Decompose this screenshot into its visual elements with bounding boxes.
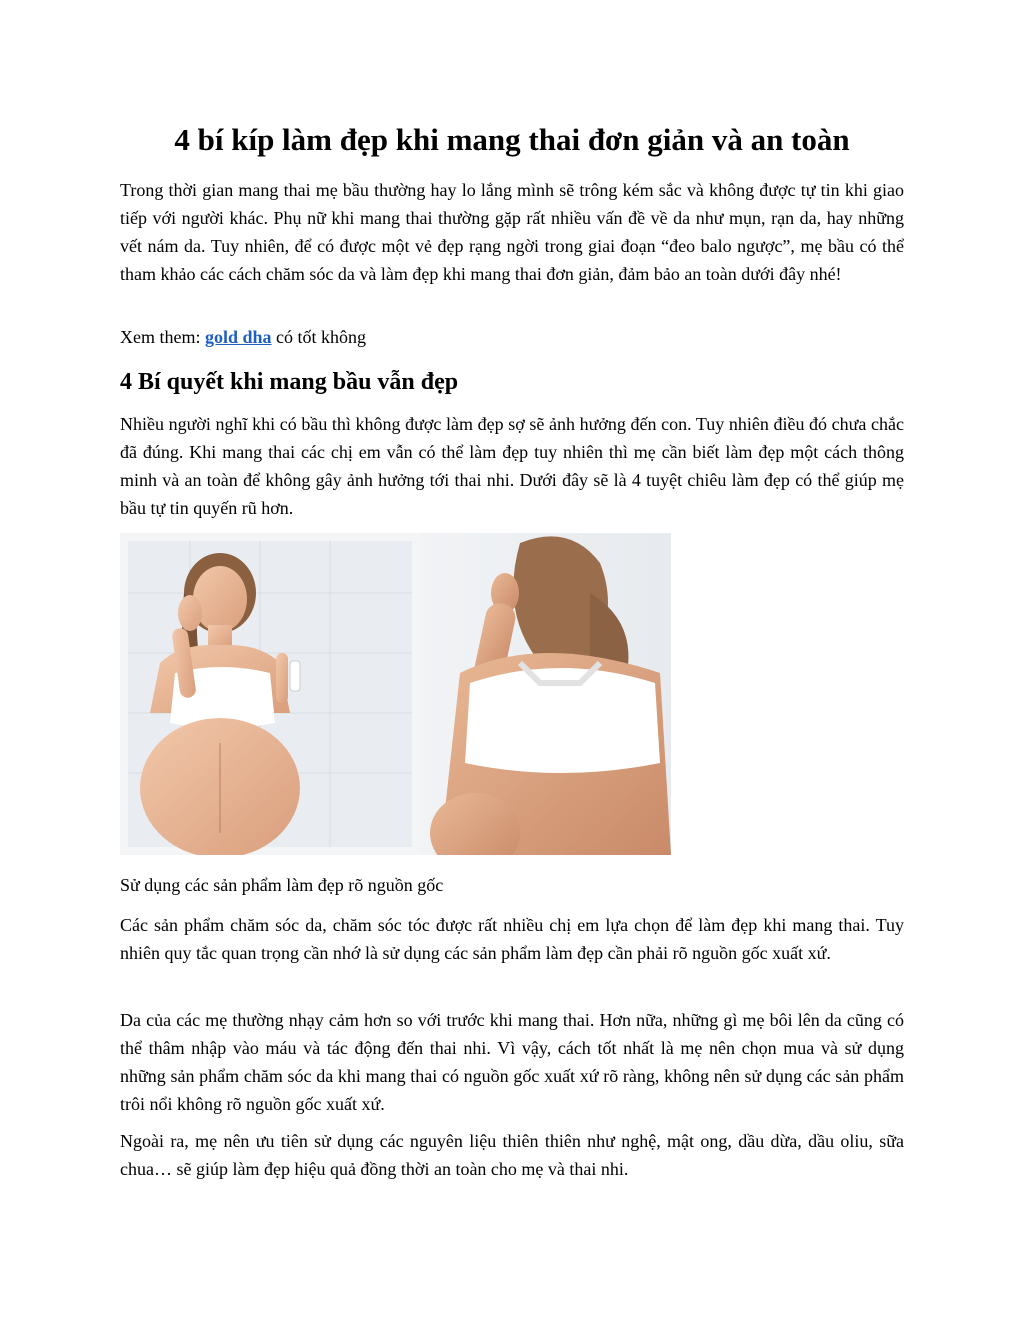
section-heading: 4 Bí quyết khi mang bầu vẫn đẹp [120,369,459,395]
section-intro-paragraph: Nhiều người nghĩ khi có bầu thì không được làm đẹp sợ sẽ ảnh hưởng đến con. Tuy nhiên điều đó chưa chắc đã đúng. Khi mang thai các chị em vẫn có thể làm đẹp tuy nhiên thì mẹ cần biết làm đẹp một cách thông minh và an toàn để không gây ảnh hưởng tới thai nhi. Dưới đây sẽ là 4 tuyệt chiêu làm đẹp có thể giúp mẹ bầu tự tin quyến rũ hơn. [120,414,904,518]
pregnant-woman-mirror-photo [120,533,671,855]
subheading-products: Sử dụng các sản phẩm làm đẹp rõ nguồn gốc [120,875,444,895]
intro-paragraph: Trong thời gian mang thai mẹ bầu thường hay lo lắng mình sẽ trông kém sắc và không được tự tin khi giao tiếp với người khác. Phụ nữ khi mang thai thường gặp rất nhiều vấn đề về da như mụn, rạn da, hay những vết nám da. Tuy nhiên, để có được một vẻ đẹp rạng ngời trong giai đoạn “đeo balo ngược”, mẹ bầu có thể tham khảo các cách chăm sóc da và làm đẹp khi mang thai đơn giản, đảm bảo an toàn dưới đây nhé! [120,180,904,284]
article-title: 4 bí kíp làm đẹp khi mang thai đơn giản và an toàn [174,122,850,157]
gold-dha-link[interactable]: gold dha [204,327,272,347]
see-more-prefix: Xem them: [120,327,205,347]
paragraph-3: Ngoài ra, mẹ nên ưu tiên sử dụng các nguyên liệu thiên thiên như nghệ, mật ong, dầu dừa, dầu oliu, sữa chua… sẽ giúp làm đẹp hiệu quả đồng thời an toàn cho mẹ và thai nhi. [120,1131,904,1179]
see-more-suffix: có tốt không [271,327,367,347]
see-more-line [120,323,366,351]
paragraph-1: Các sản phẩm chăm sóc da, chăm sóc tóc được rất nhiều chị em lựa chọn để làm đẹp khi mang thai. Tuy nhiên quy tắc quan trọng cần nhớ là sử dụng các sản phẩm làm đẹp cần phải rõ nguồn gốc xuất xứ. [120,915,904,963]
paragraph-2: Da của các mẹ thường nhạy cảm hơn so với trước khi mang thai. Hơn nữa, những gì mẹ bôi lên da cũng có thể thâm nhập vào máu và tác động đến thai nhi. Vì vậy, cách tốt nhất là mẹ nên chọn mua và sử dụng những sản phẩm chăm sóc da khi mang thai có nguồn gốc xuất xứ rõ ràng, không nên sử dụng các sản phẩm trôi nổi không rõ nguồn gốc xuất xứ. [120,1010,904,1114]
